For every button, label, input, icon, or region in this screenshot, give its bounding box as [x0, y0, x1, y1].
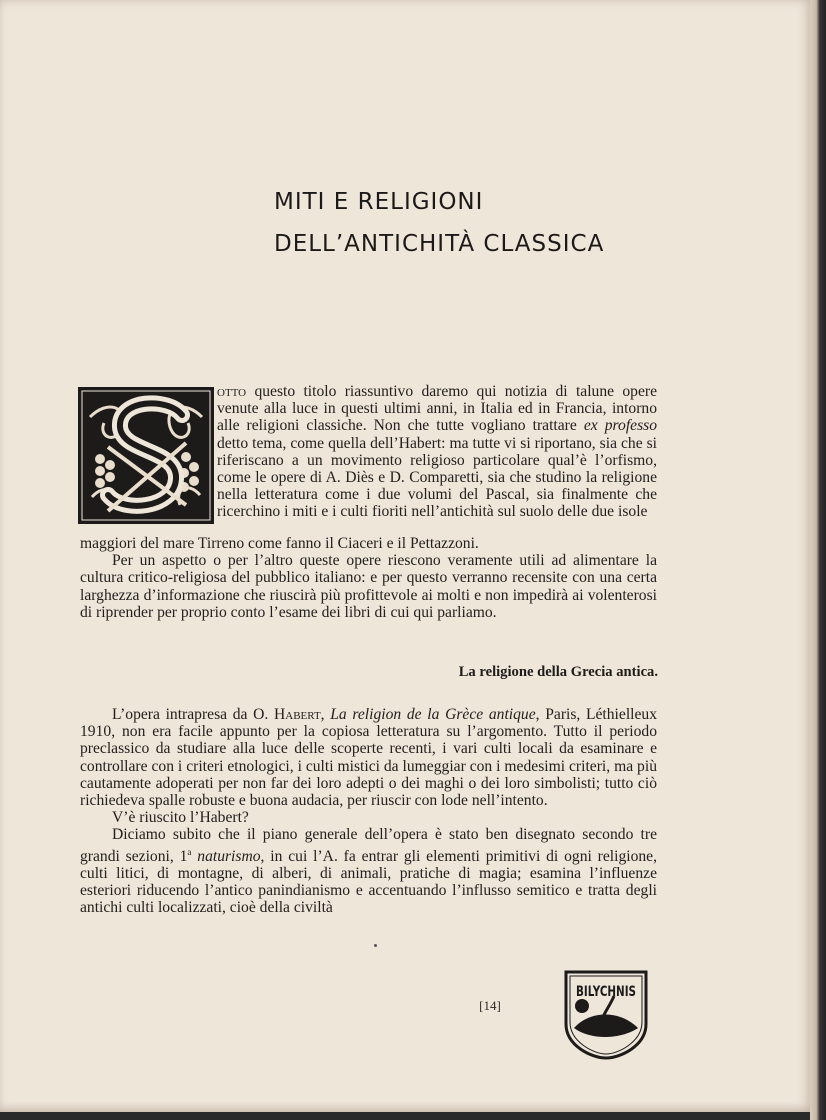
- section-p3-text-a: Diciamo subito che il piano generale dell’opera è stato ben disegnato secondo tre grandi sezioni, 1: [80, 826, 657, 865]
- section-body: [80, 706, 657, 917]
- section-p1-author: Habert: [274, 706, 321, 723]
- section-paragraph-3: [80, 826, 657, 916]
- intro-paragraph-continuation: [80, 535, 657, 621]
- section-heading: La religione della Grecia antica.: [458, 664, 658, 680]
- intro-italic-phrase: ex professo: [583, 417, 658, 435]
- section-p3-ordinal: a: [187, 846, 192, 857]
- page-number: [14]: [479, 998, 501, 1013]
- page-edge: [810, 0, 826, 1120]
- section-paragraph-1: [80, 706, 657, 809]
- intro-text-end: maggiori del mare Tirreno come fanno il Ciaceri e il Pettazzoni.: [80, 535, 479, 552]
- section-p1-text-a: L’opera intrapresa da O.: [112, 706, 274, 723]
- page-title-line-2: DELL’ANTICHITÀ CLASSICA: [274, 231, 605, 257]
- section-p3-italic: naturismo: [197, 847, 261, 865]
- intro-paragraph-beside-initial: [217, 383, 657, 521]
- intro-lead-word: otto: [217, 383, 247, 400]
- ink-speck: [374, 944, 377, 947]
- emblem-drawing: [560, 966, 652, 1062]
- emblem-text: BILYCHNIS: [576, 984, 636, 1000]
- ornamental-initial-s-icon: [78, 387, 214, 524]
- section-p1-text-b: ,: [320, 706, 331, 723]
- dropcap-drawing: [78, 387, 214, 524]
- bilychnis-lamp-emblem-icon: [560, 966, 652, 1062]
- section-p1-text-c: , Paris, Léthielleux 1910, non era facile appunto per la copiosa letteratura su l’argomento. Tutto il periodo preclassico da studiare alla luce delle scoperte recenti, i vari culti locali da esaminare e controllare con i criteri etnologici, i culti mistici da lumeggiar con i medesimi criteri, ma più cautamente adoperati per non far dei loro adepti o dei maghi o dei loro simbolisti; tutto ciò richiedeva spalle robuste e buona audacia, per riuscir con lode nell’intento.: [80, 706, 657, 810]
- section-paragraph-2: V’è riuscito l’Habert?: [112, 809, 249, 827]
- intro-text-part-2: detto tema, come quella dell’Habert: ma tutte vi si riportano, sia che si riferiscano a un movimento religioso particolare qual’è l’orfismo, come le opere di A. Diès e D. Comparetti, sia che studino la religione nella letteratura come i due volumi del Pascal, sia finalmente che ricerchino i miti e i culti fioriti nell’antichità sul suolo delle due isole: [217, 434, 657, 521]
- section-p1-book-title: La religion de la Grèce antique: [330, 706, 536, 723]
- section-p3-text-b: , in cui l’A. fa entrar gli elementi primitivi di ogni religione, culti litici, di montagne, di alberi, di animali, pratiche di magia; esamina l’influenze esteriori riducendo l’antico panindianismo e accentuando l’influsso semitico e tratta degli antichi culti localizzati, cioè della civiltà: [80, 847, 657, 917]
- intro-text-part-1: questo titolo riassuntivo daremo qui notizia di talune opere venute alla luce in questi ultimi anni, in Italia ed in Francia, intorno alle religioni classiche. Non che tutte vogliano trattare: [217, 383, 657, 435]
- page-title-line-1: MITI E RELIGIONI: [274, 189, 484, 215]
- intro-paragraph-2: Per un aspetto o per l’altro queste opere riescono veramente utili ad alimentare la cultura critico-religiosa del pubblico italiano: e per questo verranno recensite con una certa larghezza d’informazione che riuscirà più profittevole ai molti e non impedirà ai volenterosi di riprender per proprio conto l’esame dei libri di cui qui parliamo.: [80, 552, 657, 621]
